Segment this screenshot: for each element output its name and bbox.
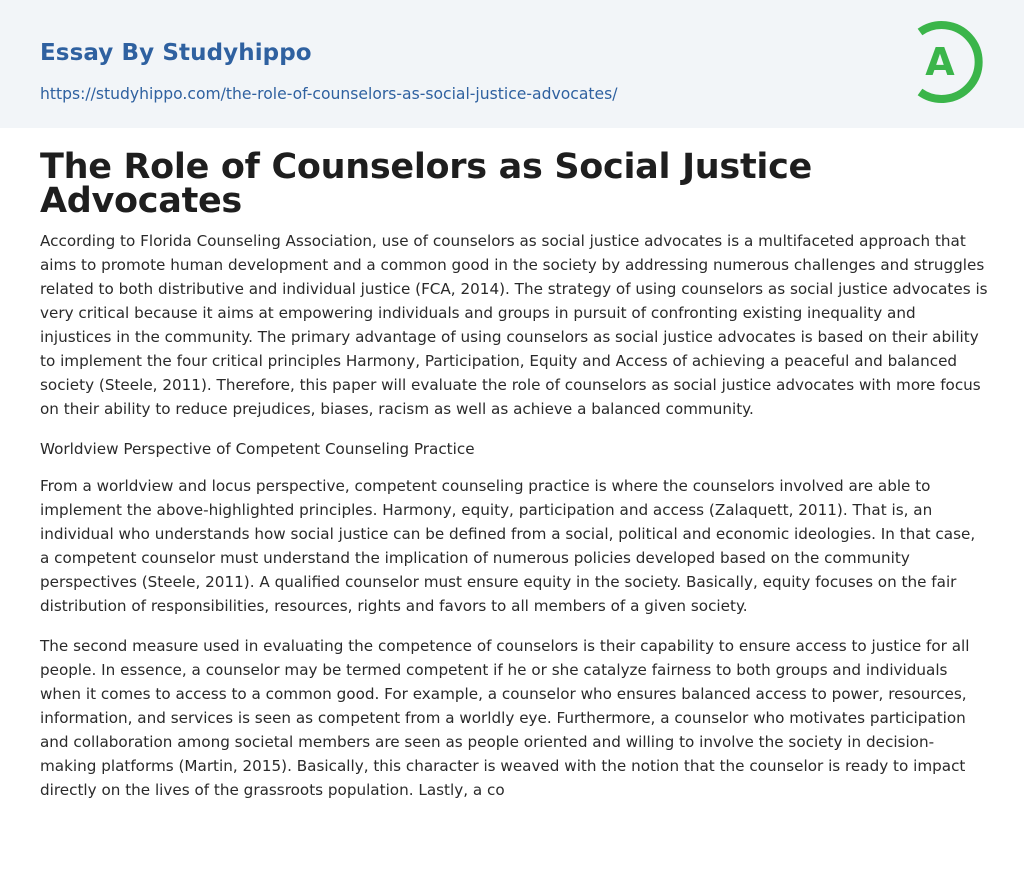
article-body	[40, 229, 988, 818]
paragraph-access: The second measure used in evaluating the competence of counselors is their capability to ensure access to justice for all people. In essence, a counselor may be termed competent if he or she catalyze fairness to both groups and individuals when it comes to access to a common good. For example, a counselor who ensures balanced access to power, resources, information, and services is seen as competent from a worldly eye. Furthermore, a counselor who motivates participation and collaboration among societal members are seen as people oriented and willing to involve the society in decision-making platforms (Martin, 2015). Basically, this character is weaved with the notion that the counselor is ready to impact directly on the lives of the grassroots population. Lastly, a co	[40, 637, 970, 799]
essay-url-link[interactable]: https://studyhippo.com/the-role-of-counselors-as-social-justice-advocates/	[40, 85, 618, 103]
paragraph-worldview: From a worldview and locus perspective, competent counseling practice is where the counselors involved are able to implement the above-highlighted principles. Harmony, equity, participation and access (Zalaquett, 2011). That is, an individual who understands how social justice can be defined from a social, political and economic ideologies. In that case, a competent counselor must understand the implication of numerous policies developed based on the community perspectives (Steele, 2011). A qualified counselor must ensure equity in the society. Basically, equity focuses on the fair distribution of responsibilities, resources, rights and favors to all members of a given society.	[40, 477, 976, 615]
site-header	[0, 0, 1024, 128]
paragraph-intro: According to Florida Counseling Association, use of counselors as social justice advocates is a multifaceted approach that aims to promote human development and a common good in the society by addressing numerous challenges and struggles related to both distributive and individual justice (FCA, 2014). The strategy of using counselors as social justice advocates is very critical because it aims at empowering individuals and groups in pursuit of confronting existing inequality and injustices in the community. The primary advantage of using counselors as social justice advocates is based on their ability to implement the four critical principles Harmony, Participation, Equity and Access of achieving a peaceful and balanced society (Steele, 2011). Therefore, this paper will evaluate the role of counselors as social justice advocates with more focus on their ability to reduce prejudices, biases, racism as well as achieve a balanced community.	[40, 232, 988, 418]
section-heading: Worldview Perspective of Competent Counseling Practice	[40, 440, 475, 458]
studyhippo-logo-icon[interactable]	[910, 17, 988, 107]
article-title: The Role of Counselors as Social Justice Advocates	[40, 147, 812, 221]
site-brand[interactable]: Essay By Studyhippo	[40, 40, 312, 66]
logo-letter: A	[925, 40, 955, 84]
